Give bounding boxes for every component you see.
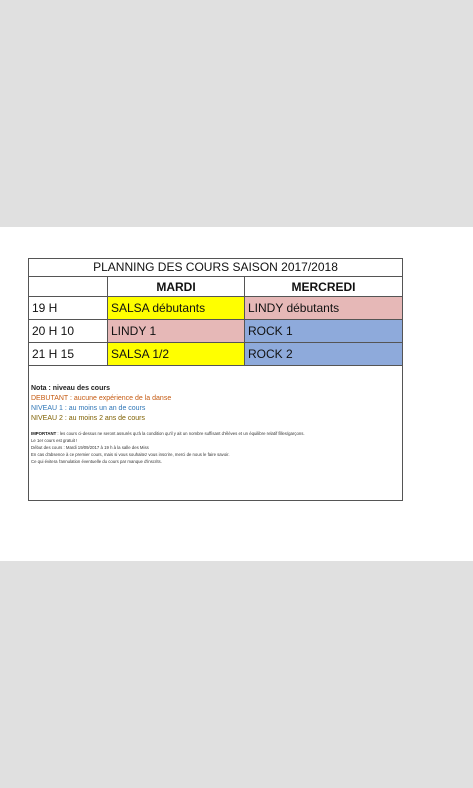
cancellation-note: Ce qui évitera l'annulation éventuelle du cours par manque d'inscrits.: [31, 459, 162, 464]
mardi-cell: SALSA 1/2: [108, 343, 245, 365]
absence-note: En cas d'absence à ce premier cours, mais si vous souhaitez vous inscrire, merci de nous le faire savoir.: [31, 452, 230, 457]
schedule-document: [28, 258, 403, 501]
mercredi-cell: LINDY débutants: [245, 297, 402, 319]
mardi-cell: SALSA débutants: [108, 297, 245, 319]
table-header-row: [29, 277, 402, 297]
mercredi-cell: ROCK 2: [245, 343, 402, 365]
notes-section: [29, 366, 402, 465]
time-header: [29, 277, 108, 296]
important-text: : les cours ci-dessus ne seront assurés qu'à la condition qu'il y ait un nombre suffisant d'élèves et un équilibre relatif filles/garçons.: [56, 431, 305, 436]
level-niveau-2: NIVEAU 2 : au moins 2 ans de cours: [31, 415, 145, 422]
time-cell: 19 H: [29, 297, 108, 319]
mardi-cell: LINDY 1: [108, 320, 245, 342]
free-first-course: Le 1er cours est gratuit !: [31, 438, 78, 443]
important-label: IMPORTANT: [31, 431, 57, 436]
notes-title: Nota : niveau des cours: [31, 385, 110, 392]
time-cell: 20 H 10: [29, 320, 108, 342]
mardi-header: MARDI: [108, 277, 245, 296]
mercredi-cell: ROCK 1: [245, 320, 402, 342]
table-row: [29, 343, 402, 366]
level-debutant: DEBUTANT : aucune expérience de la danse: [31, 395, 172, 402]
course-start-date: Début des cours : Mardi 19/09/2017 à 19 h à la salle des Miss: [31, 445, 149, 450]
level-niveau-1: NIVEAU 1 : au moins un an de cours: [31, 405, 146, 412]
important-note: [31, 430, 402, 437]
schedule-title: PLANNING DES COURS SAISON 2017/2018: [29, 259, 402, 277]
mercredi-header: MERCREDI: [291, 279, 356, 294]
table-row: [29, 320, 402, 343]
page-sheet: [0, 227, 473, 561]
time-cell: 21 H 15: [29, 343, 108, 365]
table-row: [29, 297, 402, 320]
